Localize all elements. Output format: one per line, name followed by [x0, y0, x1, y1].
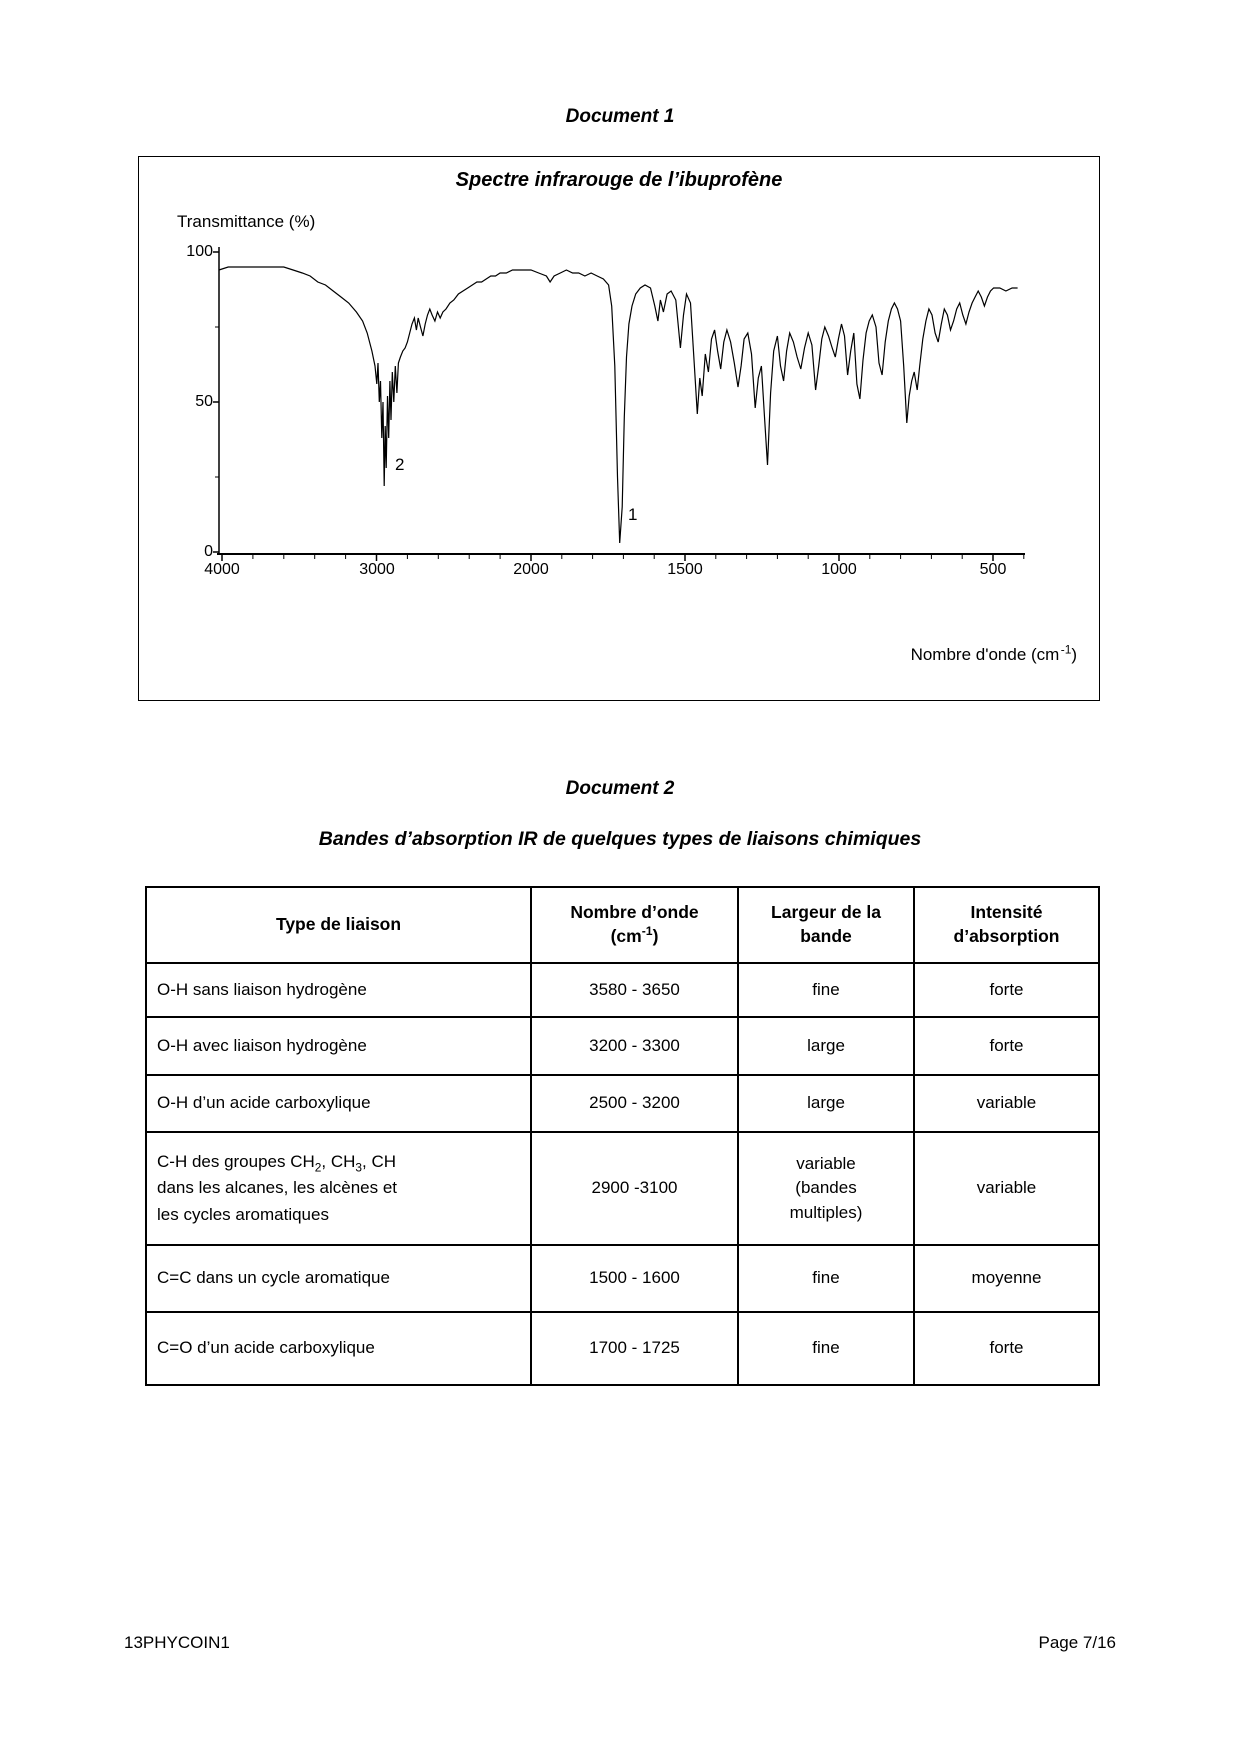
peak-annotation-1: 1: [628, 505, 638, 524]
cell-nombre-donde: 1700 - 1725: [531, 1312, 738, 1385]
y-tick-0: 0: [204, 543, 213, 560]
cell-nombre-donde: 3200 - 3300: [531, 1017, 738, 1075]
cell-largeur: variable (bandes multiples): [738, 1132, 914, 1245]
table-row: [146, 1312, 1099, 1385]
cell-largeur: fine: [738, 1312, 914, 1385]
y-tick-50: 50: [195, 393, 213, 410]
table-row: [146, 1075, 1099, 1132]
cell-intensite: moyenne: [914, 1245, 1099, 1312]
cell-largeur: large: [738, 1075, 914, 1132]
cell-largeur: fine: [738, 963, 914, 1017]
cell-liaison: O-H avec liaison hydrogène: [146, 1017, 531, 1075]
ir-bands-table: [145, 886, 1100, 1386]
cell-largeur: fine: [738, 1245, 914, 1312]
table-row: [146, 1132, 1099, 1245]
spectrum-figure-box: [138, 156, 1100, 701]
peak-annotation-2: 2: [395, 455, 405, 474]
cell-liaison: C=C dans un cycle aromatique: [146, 1245, 531, 1312]
cell-liaison: O-H d’un acide carboxylique: [146, 1075, 531, 1132]
cell-nombre-donde: 2900 -3100: [531, 1132, 738, 1245]
col-header-type-de-liaison: Type de liaison: [146, 887, 531, 963]
x-tick-4000: 4000: [204, 561, 240, 578]
table-row: [146, 1245, 1099, 1312]
col-header-largeur-bande: Largeur de la bande: [738, 887, 914, 963]
x-tick-3000: 3000: [359, 561, 395, 578]
cell-nombre-donde: 3580 - 3650: [531, 963, 738, 1017]
x-tick-500: 500: [979, 561, 1007, 578]
page-footer: [124, 1633, 1116, 1653]
doc1-heading: Document 1: [565, 106, 675, 127]
y-axis-label: Transmittance (%): [177, 212, 316, 231]
cell-intensite: forte: [914, 1312, 1099, 1385]
cell-intensite: forte: [914, 963, 1099, 1017]
cell-nombre-donde: 1500 - 1600: [531, 1245, 738, 1312]
y-tick-100: 100: [186, 243, 213, 260]
x-axis-label: Nombre d'onde (cm $^{-1}$): [910, 642, 1077, 664]
col-header-intensite: Intensité d’absorption: [914, 887, 1099, 963]
x-tick-2000: 2000: [513, 561, 549, 578]
footer-exam-code: 13PHYCOIN1: [124, 1633, 230, 1652]
table-header-row: [146, 887, 1099, 963]
cell-liaison: C-H des groupes $CH_2$, $CH_3$, CH dans les alcanes, les alcènes et les cycles aromatiques: [146, 1132, 531, 1245]
table-row: [146, 963, 1099, 1017]
chart-title: Spectre infrarouge de l’ibuprofène: [455, 169, 783, 191]
cell-intensite: forte: [914, 1017, 1099, 1075]
cell-intensite: variable: [914, 1132, 1099, 1245]
doc2-subtitle: Bandes d’absorption IR de quelques types de liaisons chimiques: [318, 828, 922, 850]
col-header-nombre-donde: Nombre d’onde $(cm^{-1})$: [531, 887, 738, 963]
cell-liaison: C=O d’un acide carboxylique: [146, 1312, 531, 1385]
footer-page-number: Page 7/16: [1038, 1633, 1116, 1652]
doc2-heading: Document 2: [565, 778, 675, 799]
cell-largeur: large: [738, 1017, 914, 1075]
x-tick-1500: 1500: [667, 561, 703, 578]
table-row: [146, 1017, 1099, 1075]
ir-spectrum-chart: [139, 157, 1101, 702]
cell-intensite: variable: [914, 1075, 1099, 1132]
cell-liaison: O-H sans liaison hydrogène: [146, 963, 531, 1017]
x-tick-1000: 1000: [821, 561, 857, 578]
cell-nombre-donde: 2500 - 3200: [531, 1075, 738, 1132]
